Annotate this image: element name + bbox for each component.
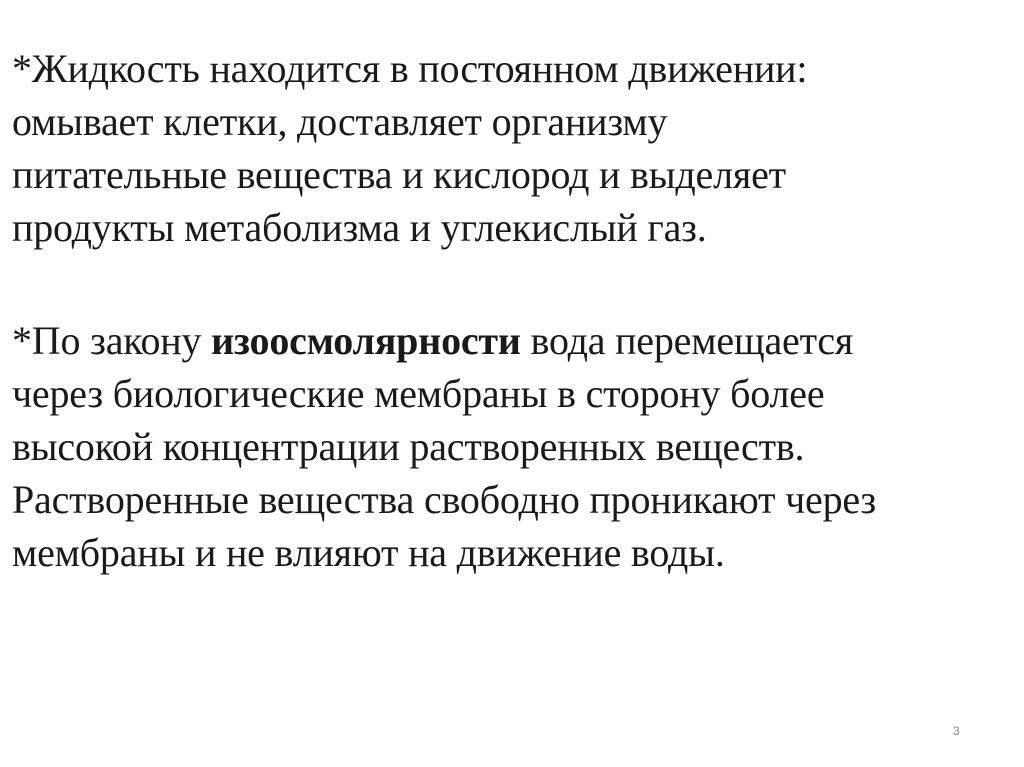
text-line: высокой концентрации растворенных веществ. xyxy=(12,424,805,469)
text-fragment: *По закону xyxy=(12,318,212,363)
paragraph-isoosmolarity-law xyxy=(12,314,1020,579)
bold-term: изоосмолярности xyxy=(211,318,521,363)
text-line: мембраны и не влияют на движение воды. xyxy=(12,530,725,575)
paragraph-fluid-movement xyxy=(12,42,1020,254)
text-line: через биологические мембраны в сторону более xyxy=(12,371,825,416)
text-line xyxy=(12,314,1020,367)
page-number: 3 xyxy=(953,724,960,738)
text-line: питательные вещества и кислород и выделяет xyxy=(12,152,786,197)
text-line: продукты метаболизма и углекислый газ. xyxy=(12,205,707,250)
text-fragment: вода перемещается xyxy=(520,318,854,363)
text-line: омывает клетки, доставляет организму xyxy=(12,99,668,144)
text-line: *Жидкость находится в постоянном движении: xyxy=(12,46,808,91)
text-line: Растворенные вещества свободно проникают через xyxy=(12,477,877,522)
